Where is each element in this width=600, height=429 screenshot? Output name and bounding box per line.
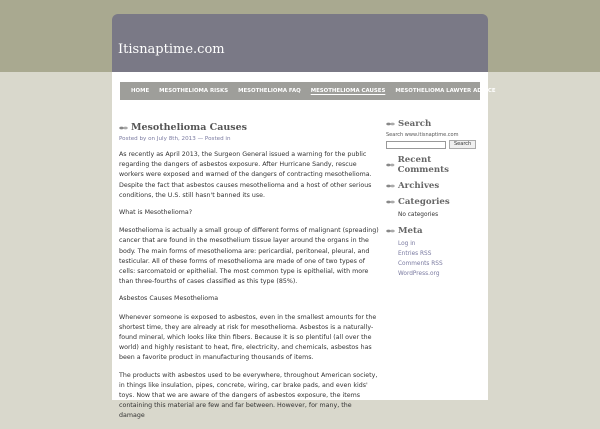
post-paragraph: As recently as April 2013, the Surgeon General issued a warning for the public regarding the dangers of asbestos exposure. After Hurricane Sandy, rescue workers were exposed and warned of the dangers of contracting mesothelioma. Despite the fact that asbestos causes mesothelioma and a host of other serious conditions, the U.S. still hasn't banned its use. xyxy=(119,151,372,199)
nav-item-home[interactable]: HOME xyxy=(131,88,150,94)
search-input[interactable] xyxy=(386,141,446,149)
archives-widget xyxy=(386,181,482,191)
post-title xyxy=(119,122,379,133)
meta-link-wordpress[interactable]: WordPress.org xyxy=(398,271,440,277)
archives-title xyxy=(386,181,482,191)
leaf-ornament-icon xyxy=(386,162,395,168)
post-meta: Posted by on July 8th, 2013 — Posted in xyxy=(119,136,231,142)
page-container xyxy=(112,72,496,420)
search-title-text: Search xyxy=(398,119,432,129)
meta-link-entries-rss[interactable]: Entries RSS xyxy=(398,251,432,257)
post-subheading: What is Mesothelioma? xyxy=(119,209,193,217)
categories-list xyxy=(386,210,482,220)
recent-comments-title xyxy=(386,155,482,175)
site-title[interactable]: Itisnaptime.com xyxy=(118,42,225,57)
post-subheading: Asbestos Causes Mesothelioma xyxy=(119,295,219,303)
nav-item-mesothelioma-risks[interactable]: MESOTHELIOMA RISKS xyxy=(159,88,229,94)
meta-title-text: Meta xyxy=(398,226,423,236)
search-label: Search www.itisnaptime.com xyxy=(386,132,459,138)
categories-widget xyxy=(386,197,482,220)
post-paragraph: The products with asbestos used to be everywhere, throughout American society, in things like insulation, pipes, concrete, wiring, car brake pads, and even kids' toys. Now that we are aware of the dangers of asbestos exposure, the items containing this material are few and far between. However, for many, the damage xyxy=(119,371,378,420)
search-button[interactable]: Search xyxy=(449,140,476,149)
archives-title-text: Archives xyxy=(398,181,440,191)
search-widget-title xyxy=(386,119,482,129)
nav-item-mesothelioma-lawyer-advice[interactable]: MESOTHELIOMA LAWYER ADVICE xyxy=(395,88,496,94)
recent-comments-widget xyxy=(386,155,482,175)
leaf-ornament-icon xyxy=(119,125,128,131)
leaf-ornament-icon xyxy=(386,183,395,189)
site-header xyxy=(112,14,488,72)
nav-item-mesothelioma-faq[interactable]: MESOTHELIOMA FAQ xyxy=(238,88,301,94)
meta-link-comments-rss[interactable]: Comments RSS xyxy=(398,261,443,267)
post-paragraph: Whenever someone is exposed to asbestos, even in the smallest amounts for the shortest time, they are already at risk for mesothelioma. Asbestos is a naturally-found mineral, which looks like thin fibers. Because it is so plentiful (all over the world) and highly resistant to heat, fire, electricity, and chemicals, asbestos has been a favorite product in manufacturing thousands of items. xyxy=(119,313,377,362)
recent-comments-title-text: Recent Comments xyxy=(397,155,449,175)
post-body xyxy=(119,150,379,422)
leaf-ornament-icon xyxy=(386,121,395,127)
leaf-ornament-icon xyxy=(386,228,395,234)
search-widget xyxy=(386,119,482,149)
list-item: No categories xyxy=(398,212,439,218)
search-row xyxy=(386,140,482,149)
main-content xyxy=(119,122,379,429)
meta-widget xyxy=(386,226,482,279)
post-title-text[interactable]: Mesothelioma Causes xyxy=(131,122,248,133)
sidebar xyxy=(386,119,482,285)
categories-title-text: Categories xyxy=(398,197,450,207)
meta-title xyxy=(386,226,482,236)
post-paragraph: Mesothelioma is actually a small group of different forms of malignant (spreading) cancer that are found in the mesothelium tissue layer around the organs in the body. The main forms of mesothelioma are: pericardial, peritoneal, pleural, and testicular. All of these forms of mesothelioma are made of one of two types of cells: sarcomatoid or epithelial. The most common type is epithelial, with more than three-fourths of cases classified as this type (85%). xyxy=(119,227,379,286)
meta-list xyxy=(386,239,482,279)
meta-link-log-in[interactable]: Log in xyxy=(398,241,416,247)
nav-item-mesothelioma-causes[interactable]: MESOTHELIOMA CAUSES xyxy=(310,88,386,94)
categories-title xyxy=(386,197,482,207)
nav-bar xyxy=(120,82,496,100)
leaf-ornament-icon xyxy=(386,199,395,205)
